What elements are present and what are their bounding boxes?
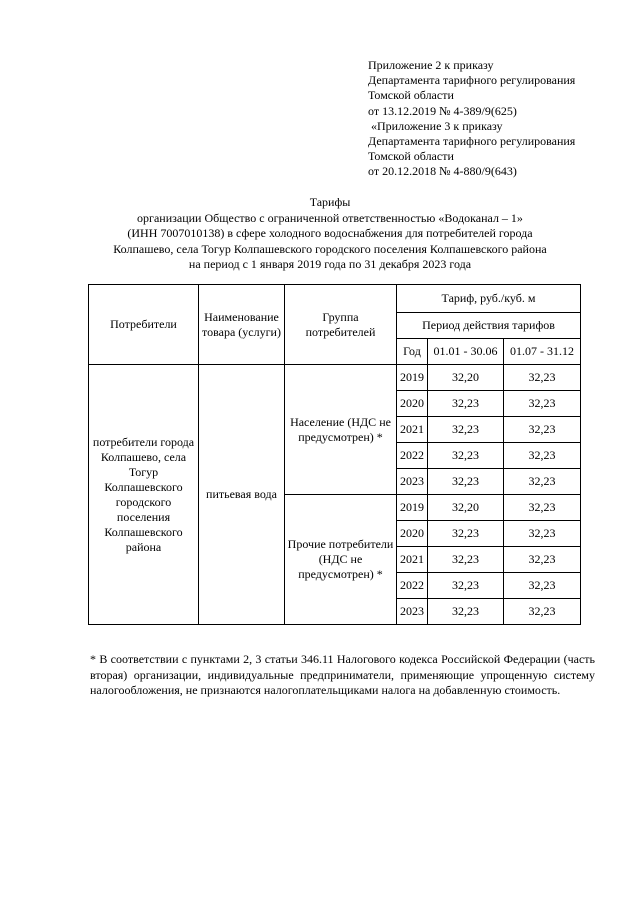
year-cell: 2020 bbox=[397, 521, 428, 547]
year-cell: 2021 bbox=[397, 547, 428, 573]
header-line: Департамента тарифного регулирования bbox=[368, 73, 576, 88]
title-line: на период с 1 января 2019 года по 31 декабря 2023 года bbox=[188, 257, 472, 271]
header-line: от 20.12.2018 № 4-880/9(643) bbox=[368, 164, 517, 179]
vat-footnote: * В соответствии с пунктами 2, 3 статьи 346.11 Налогового кодекса Российской Федерации (часть вторая) организации, индивидуальные предприниматели, применяющие упрощенную систему налогообложения, не признаются налогоплательщиками налога на добавленную стоимость. bbox=[90, 652, 595, 697]
tariff-h1-cell: 32,23 bbox=[428, 521, 504, 547]
title-line: организации Общество с ограниченной ответственностью «Водоканал – 1» bbox=[137, 210, 523, 225]
tariff-h1-cell: 32,23 bbox=[428, 469, 504, 495]
year-cell: 2019 bbox=[397, 495, 428, 521]
approval-header bbox=[368, 58, 575, 180]
tariff-h2-cell: 32,23 bbox=[504, 521, 581, 547]
tariff-h1-cell: 32,20 bbox=[428, 495, 504, 521]
consumer-cell: потребители города Колпашево, села Тогур Колпашевского городского поселения Колпашевского района bbox=[89, 365, 199, 625]
tariff-h2-cell: 32,23 bbox=[504, 417, 581, 443]
tariff-h1-cell: 32,23 bbox=[428, 547, 504, 573]
tariff-h2-cell: 32,23 bbox=[504, 443, 581, 469]
title-line: Тарифы bbox=[309, 195, 351, 209]
year-cell: 2023 bbox=[397, 469, 428, 495]
header-line: Приложение 2 к приказу bbox=[368, 58, 494, 72]
tariff-h1-cell: 32,23 bbox=[428, 573, 504, 599]
group-cell: Прочие потребители (НДС не предусмотрен) * bbox=[285, 495, 397, 625]
header-line: от 13.12.2019 № 4-389/9(625) bbox=[368, 103, 517, 118]
table-row bbox=[89, 365, 581, 391]
header-group: Группа потребителей bbox=[285, 285, 397, 365]
tariff-table bbox=[88, 284, 581, 625]
tariff-h2-cell: 32,23 bbox=[504, 573, 581, 599]
title-line: (ИНН 7007010138) в сфере холодного водоснабжения для потребителей города bbox=[127, 226, 533, 240]
tariff-h1-cell: 32,23 bbox=[428, 417, 504, 443]
year-cell: 2021 bbox=[397, 417, 428, 443]
tariff-h1-cell: 32,23 bbox=[428, 599, 504, 625]
tariff-h1-cell: 32,23 bbox=[428, 443, 504, 469]
header-period: Период действия тарифов bbox=[397, 313, 581, 339]
header-year: Год bbox=[397, 339, 428, 365]
year-cell: 2020 bbox=[397, 391, 428, 417]
tariff-h2-cell: 32,23 bbox=[504, 391, 581, 417]
year-cell: 2022 bbox=[397, 573, 428, 599]
header-consumers: Потребители bbox=[89, 285, 199, 365]
year-cell: 2019 bbox=[397, 365, 428, 391]
tariff-h2-cell: 32,23 bbox=[504, 599, 581, 625]
tariff-h2-cell: 32,23 bbox=[504, 469, 581, 495]
header-line: Томской области bbox=[368, 149, 454, 164]
tariff-h2-cell: 32,23 bbox=[504, 547, 581, 573]
header-product: Наименование товара (услуги) bbox=[199, 285, 285, 365]
tariff-h2-cell: 32,23 bbox=[504, 365, 581, 391]
header-line: Департамента тарифного регулирования bbox=[368, 134, 576, 149]
product-cell: питьевая вода bbox=[199, 365, 285, 625]
year-cell: 2023 bbox=[397, 599, 428, 625]
tariff-h2-cell: 32,23 bbox=[504, 495, 581, 521]
tariff-h1-cell: 32,20 bbox=[428, 365, 504, 391]
year-cell: 2022 bbox=[397, 443, 428, 469]
header-line: Томской области bbox=[368, 88, 454, 103]
header-half2: 01.07 - 31.12 bbox=[504, 339, 581, 365]
header-line: «Приложение 3 к приказу bbox=[371, 118, 503, 133]
header-tariff: Тариф, руб./куб. м bbox=[397, 285, 581, 313]
header-half1: 01.01 - 30.06 bbox=[428, 339, 504, 365]
document-title bbox=[60, 195, 600, 273]
title-line: Колпашево, села Тогур Колпашевского городского поселения Колпашевского района bbox=[113, 241, 547, 256]
tariff-h1-cell: 32,23 bbox=[428, 391, 504, 417]
group-cell: Население (НДС не предусмотрен) * bbox=[285, 365, 397, 495]
